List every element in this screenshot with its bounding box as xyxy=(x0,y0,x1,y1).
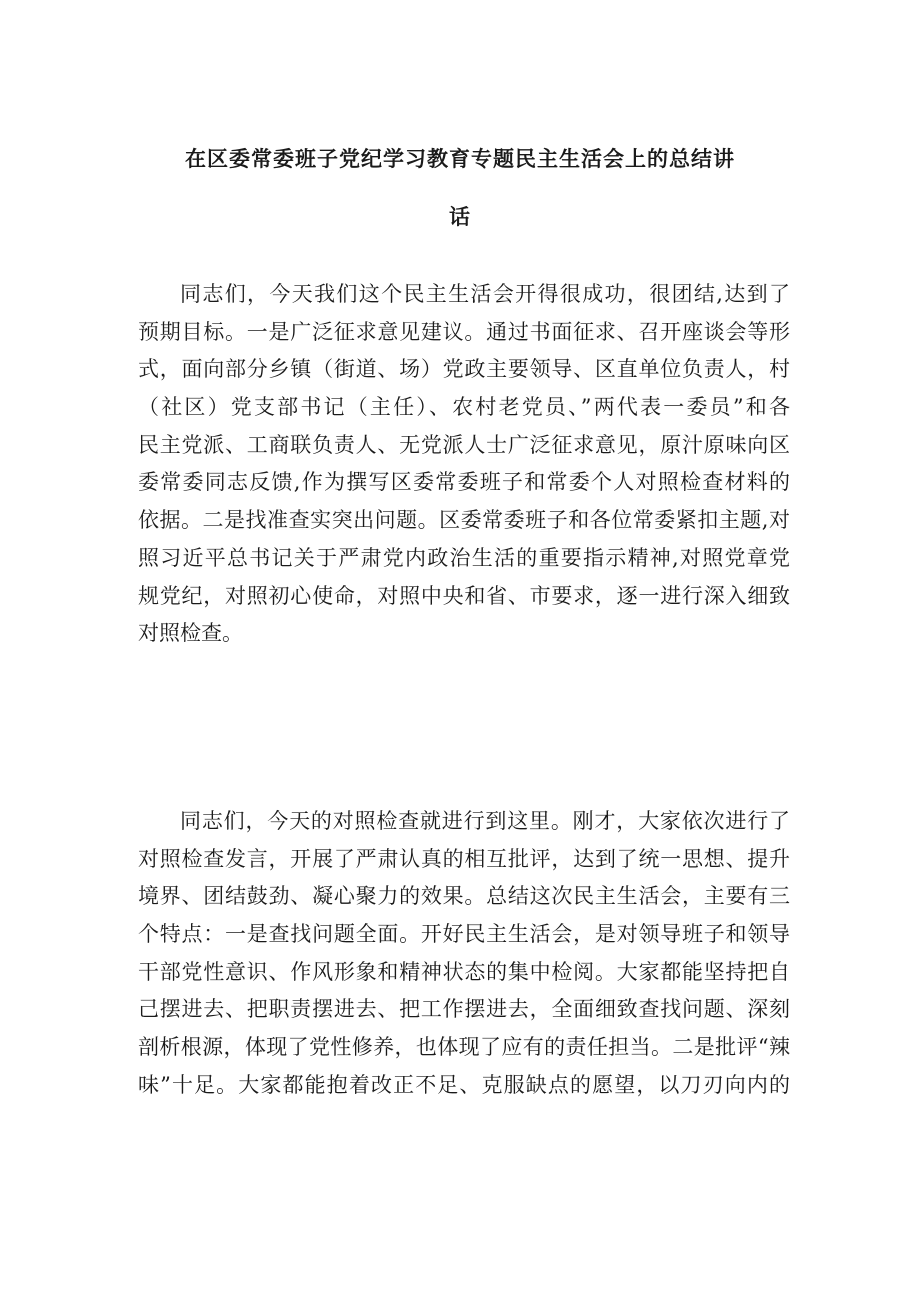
paragraph-line: 剖析根源，体现了党性修养，也体现了应有的责任担当。二是批评“辣 xyxy=(138,1035,790,1060)
paragraph-line: 对照检查。 xyxy=(138,621,243,646)
paragraph-line: （社区）党支部书记（主任）、农村老党员、”两代表一委员”和各 xyxy=(138,395,790,420)
paragraph-line: 己摆进去、把职责摆进去、把工作摆进去，全面细致查找问题、深刻 xyxy=(138,997,790,1022)
paragraph-line: 委常委同志反馈,作为撰写区委常委班子和常委个人对照检查材料的 xyxy=(138,470,790,495)
paragraph-line: 同志们，今天我们这个民主生活会开得很成功，很团结,达到了 xyxy=(180,282,790,306)
paragraph-line: 预期目标。一是广泛征求意见建议。通过书面征求、召开座谈会等形 xyxy=(138,319,790,344)
document-title-line-2: 话 xyxy=(449,205,471,229)
paragraph-line: 味”十足。大家都能抱着改正不足、克服缺点的愿望，以刀刃向内的 xyxy=(138,1072,790,1097)
paragraph-line: 依据。二是找准查实突出问题。区委常委班子和各位常委紧扣主题,对 xyxy=(138,508,790,533)
paragraph-line: 同志们，今天的对照检查就进行到这里。刚才，大家依次进行了 xyxy=(180,809,790,833)
paragraph-line: 照习近平总书记关于严肃党内政治生活的重要指示精神,对照党章党 xyxy=(138,545,790,570)
paragraph-line: 个特点：一是查找问题全面。开好民主生活会，是对领导班子和领导 xyxy=(138,922,790,947)
paragraph-line: 境界、团结鼓劲、凝心聚力的效果。总结这次民主生活会，主要有三 xyxy=(138,884,790,909)
document-title-line-1: 在区委常委班子党纪学习教育专题民主生活会上的总结讲 xyxy=(185,147,735,171)
paragraph-line: 式，面向部分乡镇（街道、场）党政主要领导、区直单位负责人，村 xyxy=(138,357,790,382)
paragraph-line: 对照检查发言，开展了严肃认真的相互批评，达到了统一思想、提升 xyxy=(138,846,790,871)
paragraph-line: 民主党派、工商联负责人、无党派人士广泛征求意见，原汁原味向区 xyxy=(138,432,790,457)
paragraph-line: 规党纪，对照初心使命，对照中央和省、市要求，逐一进行深入细致 xyxy=(138,583,790,608)
paragraph-line: 干部党性意识、作风形象和精神状态的集中检阅。大家都能坚持把自 xyxy=(138,959,790,984)
paragraph-1 xyxy=(138,276,790,653)
paragraph-2 xyxy=(138,803,790,1105)
